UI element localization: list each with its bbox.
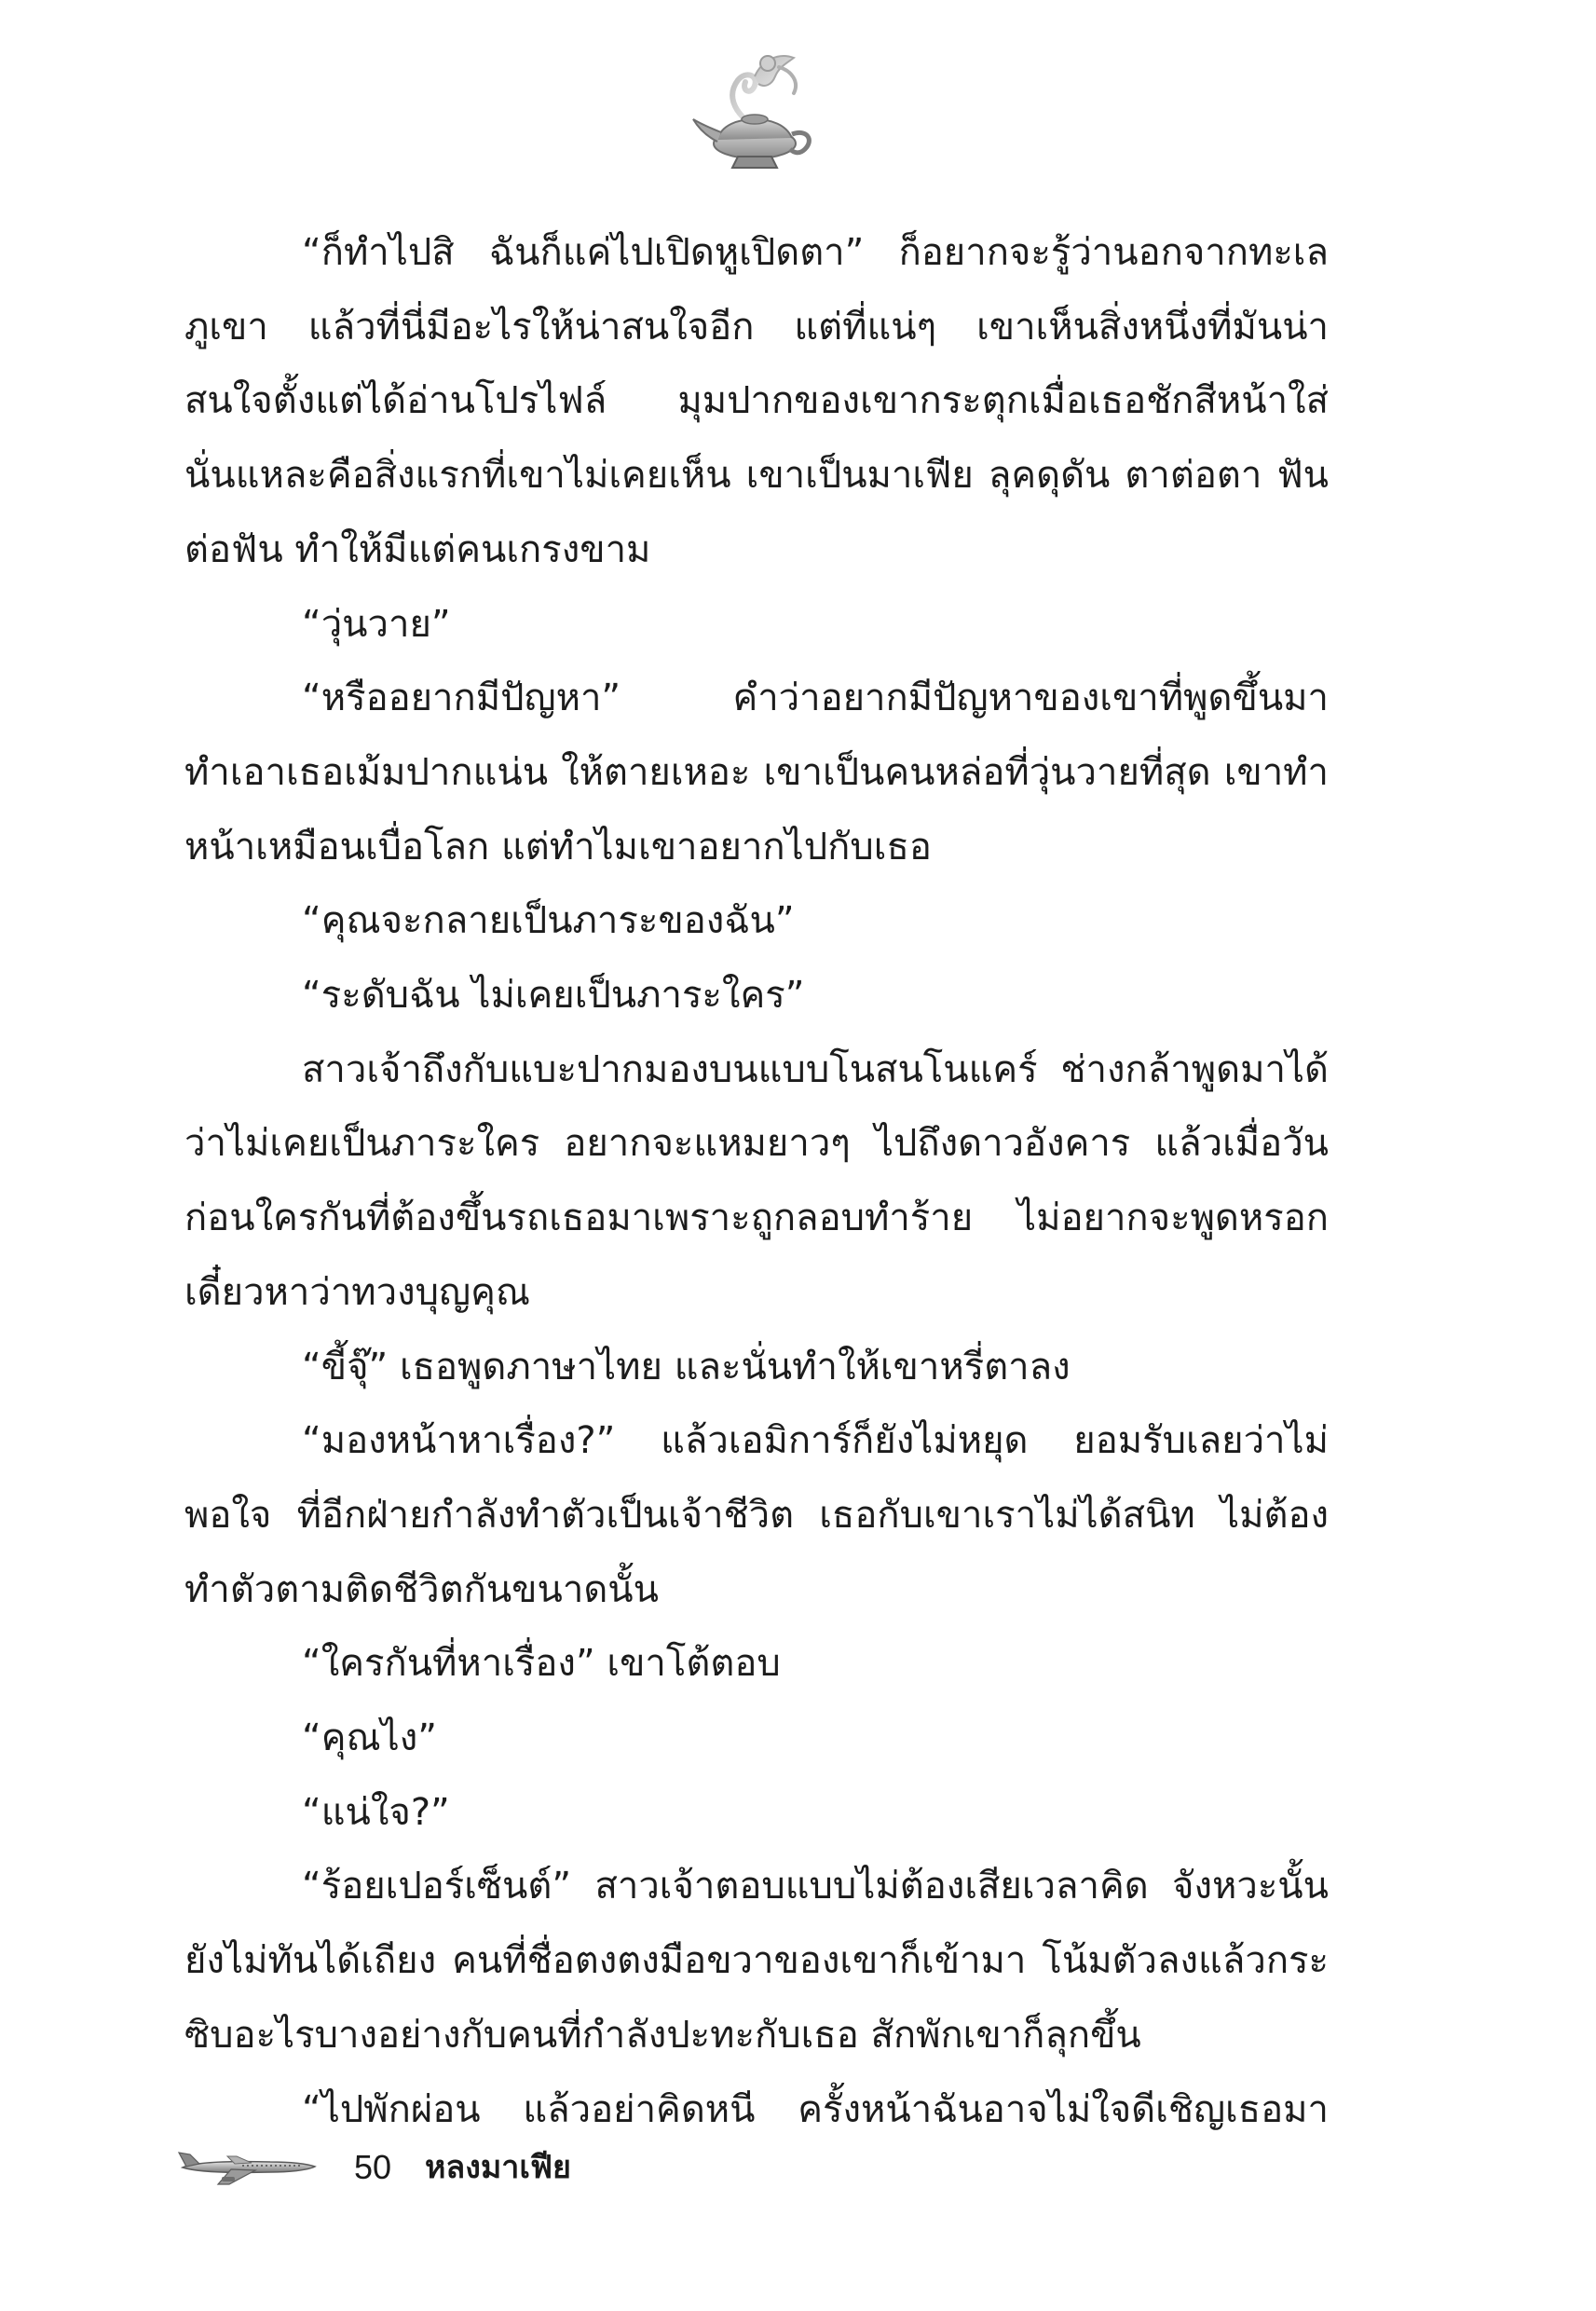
- book-title: หลงมาเฟีย: [425, 2149, 571, 2186]
- paragraph: “ระดับฉัน ไม่เคยเป็นภาระใคร”: [302, 974, 805, 1018]
- paragraph: “แน่ใจ?”: [302, 1790, 450, 1834]
- paragraph: “ไปพักผ่อน แล้วอย่าคิดหนี ครั้งหน้าฉันอาจไม่ใจดีเชิญเธอมา: [302, 2087, 1329, 2131]
- paragraph: “ก็ทำไปสิ ฉันก็แค่ไปเปิดหูเปิดตา” ก็อยากจะรู้ว่านอกจากทะเล ภูเขา แล้วที่นี่มีอะไรให้น่าสนใจอีก แต่ที่แน่ๆ เขาเห็นสิ่งหนึ่งที่มันน่าสนใจตั้งแต่ได้อ่านโปรไฟล์ มุมปากของเขากระตุกเมื่อเธอชักสีหน้าใส่ นั่นแหละคือสิ่งแรกที่เขาไม่เคยเห็น เขาเป็นมาเฟีย ลุคดุดัน ตาต่อตา ฟันต่อฟัน ทำให้มีแต่คนเกรงขาม: [184, 231, 1329, 571]
- paragraph: “ขี้จุ๊” เธอพูดภาษาไทย และนั่นทำให้เขาหรี่ตาลง: [302, 1345, 1071, 1388]
- story-text: [184, 216, 1329, 2147]
- paragraph: “วุ่นวาย”: [302, 602, 451, 646]
- page-number: 50: [354, 2148, 392, 2186]
- page-footer: [177, 2141, 736, 2197]
- paragraph: “หรืออยากมีปัญหา” คำว่าอยากมีปัญหาของเขาที่พูดขึ้นมา ทำเอาเธอเม้มปากแน่น ให้ตายเหอะ เขาเป็นคนหล่อที่วุ่นวายที่สุด เขาทำหน้าเหมือนเบื่อโลก แต่ทำไมเขาอยากไปกับเธอ: [184, 677, 1329, 868]
- paragraph: “คุณไง”: [302, 1716, 437, 1760]
- paragraph: สาวเจ้าถึงกับแบะปากมองบนแบบโนสนโนแคร์ ช่างกล้าพูดมาได้ว่าไม่เคยเป็นภาระใคร อยากจะแหมยาวๆ ไปถึงดาวอังคาร แล้วเมื่อวันก่อนใครกันที่ต้องขึ้นรถเธอมาเพราะถูกลอบทำร้าย ไม่อยากจะพูดหรอก เดี๋ยวหาว่าทวงบุญคุณ: [184, 1047, 1329, 1314]
- genie-lamp-icon: [689, 39, 820, 174]
- airplane-icon: [177, 2149, 319, 2186]
- paragraph: “ร้อยเปอร์เซ็นต์” สาวเจ้าตอบแบบไม่ต้องเสียเวลาคิด จังหวะนั้นยังไม่ทันได้เถียง คนที่ชื่อตงตงมือขวาของเขาก็เข้ามา โน้มตัวลงแล้วกระซิบอะไรบางอย่างกับคนที่กำลังปะทะกับเธอ สักพักเขาก็ลุกขึ้น: [184, 1865, 1329, 2057]
- paragraph: “คุณจะกลายเป็นภาระของฉัน”: [302, 899, 795, 943]
- paragraph: “มองหน้าหาเรื่อง?” แล้วเอมิการ์ก็ยังไม่หยุด ยอมรับเลยว่าไม่พอใจ ที่อีกฝ่ายกำลังทำตัวเป็นเจ้าชีวิต เธอกับเขาเราไม่ได้สนิท ไม่ต้องทำตัวตามติดชีวิตกันขนาดนั้น: [184, 1419, 1329, 1611]
- paragraph: “ใครกันที่หาเรื่อง” เขาโต้ตอบ: [302, 1642, 781, 1686]
